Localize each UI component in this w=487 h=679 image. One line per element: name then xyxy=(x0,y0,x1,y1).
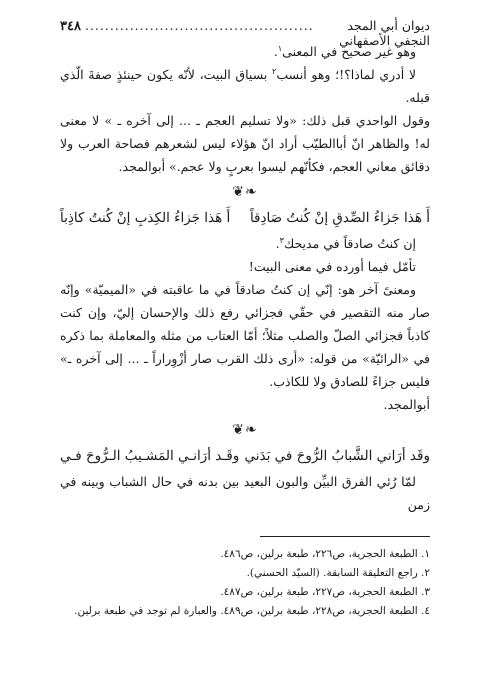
footnote-ref: ٢ xyxy=(272,66,277,76)
paragraph: ومعنىً آخر هو: إنّي إن كنتُ صادقاً في ما عاقبته في «الميميّة» وإنّه صار منه التقصير في حقّي فجزائي رفع ذلك والإحسان إليّ، وإن كنت كاذباً فجزائي الصلّ والصلب مثلاً؛ أمّا العتاب من مثله والمعاملة بما ذكره في «الرائيّة» من قوله: «أرى ذلك القرب صار أزْوِراراً ـ ... إلى آخره ـ» فليس جزاءً للصادق ولا للكاذب. xyxy=(60,282,430,389)
paragraph: وقول الواحدي قبل ذلك: «ولا تسليم العجم ـ ... إلى آخره ـ » لا معنى له! والظاهر انّ أباالطيّب أراد انّ هؤلاء ليس لشعرهم فصاحة العرب ولا دقائق معاني العجم، فكأنّهم ليسوا بعربٍ ولا عجم.» أبوالمجد. xyxy=(60,113,430,174)
header-leader-dots: .............................................. xyxy=(84,18,314,33)
page-body xyxy=(60,40,430,621)
paragraph: لا أدري لماذا؟!؛ وهو أنسب$^٢$ بسياق البيت، لأنّه يكون حينئذٍ صفةَ الّذي قبله. xyxy=(60,66,430,105)
verse-first-hemistich: وقَد أرَاني الشَّبابُ الرُّوحَ في بَدَني xyxy=(244,448,430,464)
paragraph: لمّا رُئي الفرق البيِّن والبون البعيد بين بدنه في حال الشباب وبينه في زمن xyxy=(60,474,430,512)
paragraph: وهو غير صحيح في المعنى$^١$. xyxy=(273,43,416,59)
ornament-divider: ❧❦ xyxy=(232,184,258,200)
footnote: ٢. راجع التعليقة السابقة. (السيّد الحسني). xyxy=(246,567,430,579)
book-title: ديوان أبي المجد النجفي الأصفهاني xyxy=(339,18,430,48)
verse-second-hemistich: أَ هَذا جَزاءُ الكِذبِ إنْ كُنتُ كاذِباً xyxy=(60,210,231,226)
footnote-separator xyxy=(260,536,430,537)
footnote-ref: ٣ xyxy=(279,235,284,245)
poem-verse xyxy=(60,445,430,468)
paragraph: إن كنتُ صادقاً في مديحك$^٣$. xyxy=(275,235,416,251)
paragraph: تأمّل فيما أورده في معنى البيت! xyxy=(248,259,416,274)
footnote-ref: ١ xyxy=(277,43,283,53)
footnote: ٣. الطبعة الحجرية، ص٢٢٧، طبعة برلين، ص٤٨٧. xyxy=(220,586,430,598)
footnotes xyxy=(60,545,430,621)
verse-second-hemistich: وقَـد أرَانـي المَشـيبُ الـرُّوحَ فـي xyxy=(60,448,240,464)
verse-first-hemistich: أَ هَذا جَزاءُ الصِّدقِ إنْ كُنتُ صَادِقاً xyxy=(249,210,430,226)
footnote: ٤. الطبعة الحجرية، ص٢٢٨، طبعة برلين، ص٤٨٩. والعبارة لم توجد في طبعة برلين. xyxy=(74,605,430,617)
poem-verse xyxy=(60,207,430,230)
footnote: ١. الطبعة الحجرية، ص٢٢٦، طبعة برلين، ص٤٨٦. xyxy=(220,548,430,560)
signature: أبوالمجد. xyxy=(383,397,430,412)
ornament-divider: ❧❦ xyxy=(232,422,258,438)
page-number: ٣٤٨ xyxy=(60,19,81,34)
